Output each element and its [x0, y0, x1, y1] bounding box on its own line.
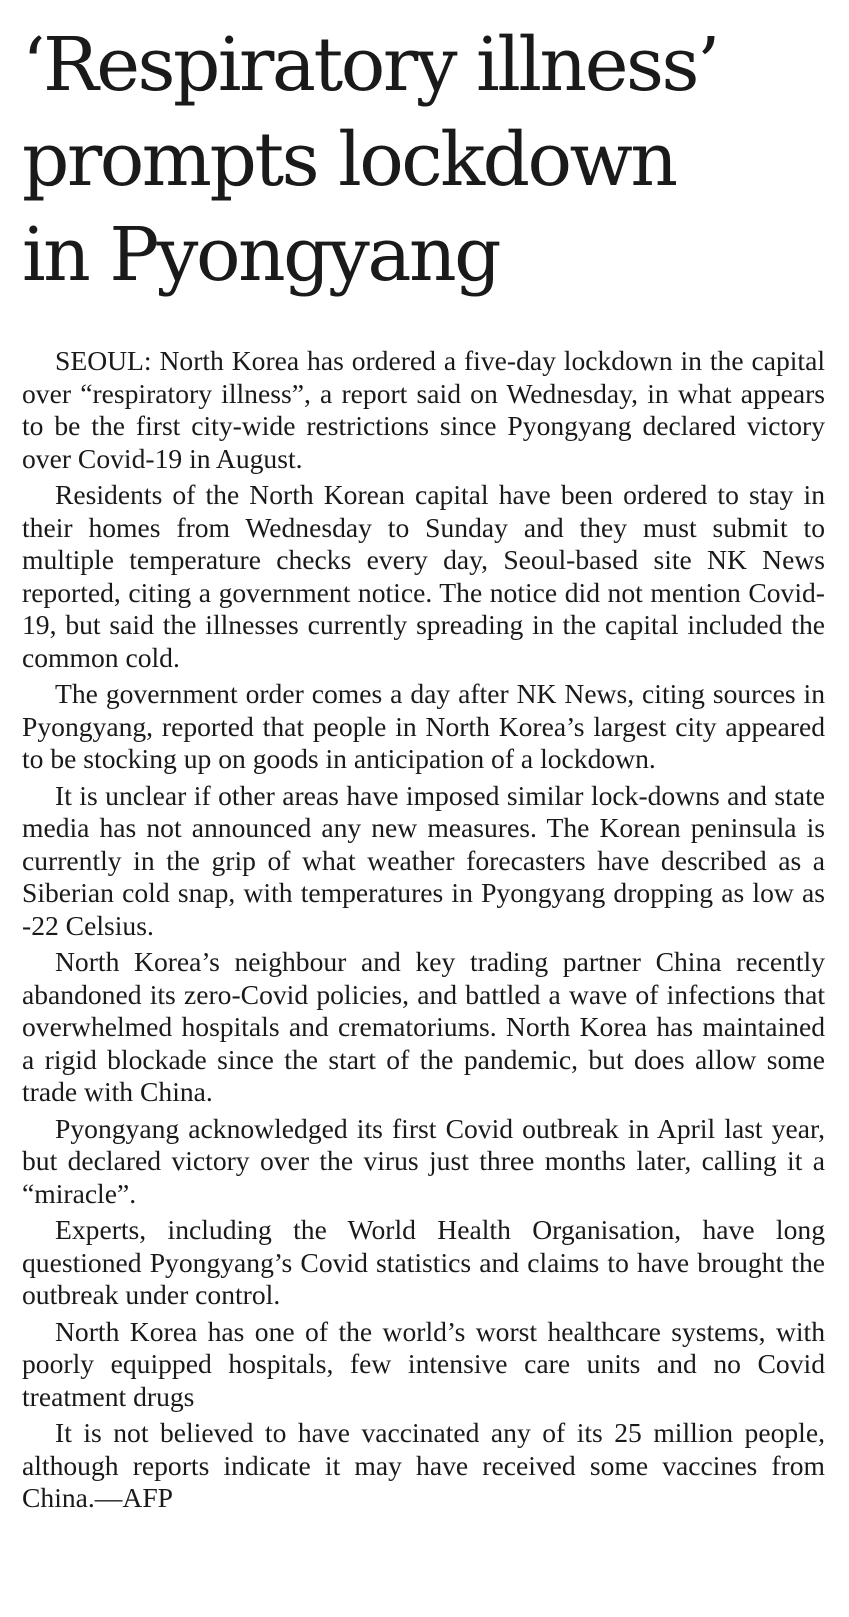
article-paragraph: It is not believed to have vaccinated any of its 25 million people, although reports indicate it may have received some vaccines from China.—AFP — [22, 1417, 825, 1513]
article-paragraph: Pyongyang acknowledged its first Covid outbreak in April last year, but declared victory over the virus just three months later, calling it a “miracle”. — [22, 1112, 825, 1209]
article-paragraph: Residents of the North Korean capital have been ordered to stay in their homes from Wednesday to Sunday and they must submit to multiple temperature checks every day, Seoul-based site NK News reported, citing a government notice. The notice did not mention Covid-19, but said the illnesses currently spreading in the capital included the common cold. — [22, 479, 825, 673]
headline — [22, 18, 825, 303]
news-article — [22, 18, 825, 1519]
headline-line: prompts lockdown — [22, 117, 676, 203]
article-paragraph: SEOUL: North Korea has ordered a five-day lockdown in the capital over “respiratory illness”, a report said on Wednesday, in what appears to be the first city-wide restrictions since Pyongyang declared victory over Covid-19 in August. — [22, 345, 825, 474]
headline-line: in Pyongyang — [22, 212, 499, 298]
headline-line: ‘Respiratory illness’ — [22, 22, 718, 108]
article-paragraph: North Korea has one of the world’s worst healthcare systems, with poorly equipped hospitals, few intensive care units and no Covid treatment drugs — [22, 1315, 825, 1412]
article-paragraph: The government order comes a day after NK News, citing sources in Pyongyang, reported that people in North Korea’s largest city appeared to be stocking up on goods in anticipation of a lockdown. — [22, 678, 825, 774]
article-paragraph: Experts, including the World Health Organisation, have long questioned Pyongyang’s Covid statistics and claims to have brought the outbreak under control. — [22, 1214, 825, 1310]
article-paragraph: North Korea’s neighbour and key trading partner China recently abandoned its zero-Covid policies, and battled a wave of infections that overwhelmed hospitals and crematoriums. North Korea has maintained a rigid blockade since the start of the pandemic, but does allow some trade with China. — [22, 946, 825, 1107]
article-paragraph: It is unclear if other areas have imposed similar lock-downs and state media has not announced any new measures. The Korean peninsula is currently in the grip of what weather forecasters have described as a Siberian cold snap, with temperatures in Pyongyang dropping as low as -22 Celsius. — [22, 779, 825, 941]
article-body — [22, 345, 825, 1515]
